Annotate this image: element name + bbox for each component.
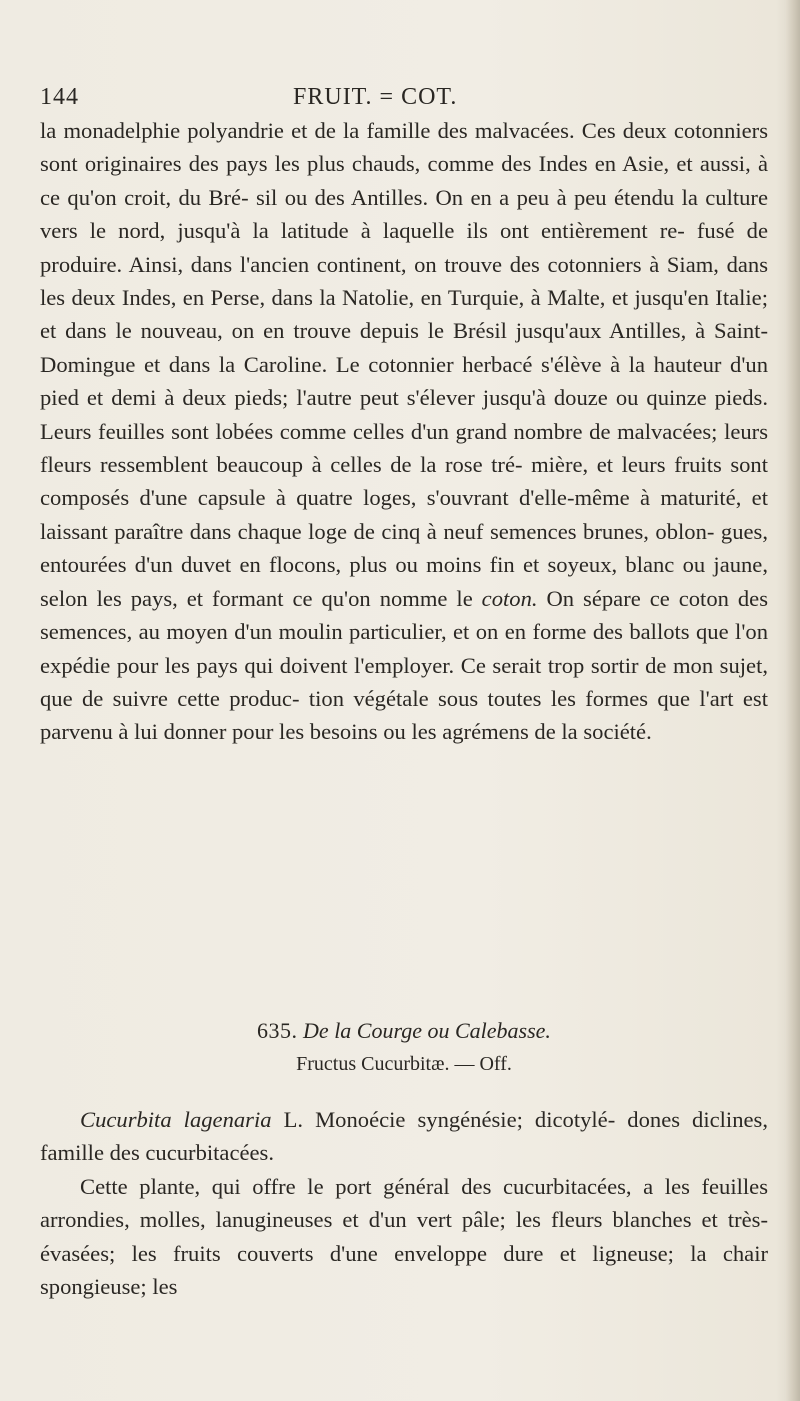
- paragraph-1-text: [40, 114, 768, 749]
- text-line: On sépare ce coton des semences, au: [40, 585, 768, 645]
- section-heading: [40, 1018, 768, 1044]
- text-line: le nord, jusqu'à la latitude à laquelle ils ont entièrement re-: [89, 218, 697, 244]
- page-header: [40, 84, 770, 118]
- italic-term: coton.: [481, 585, 538, 611]
- running-head: FRUIT. = COT.: [293, 84, 458, 110]
- text-line: comme des Indes en Asie, et aussi, à ce qu'on croit, du Bré-: [40, 151, 768, 210]
- text-line: tion végétale sous toutes les formes que l'art est parvenu à: [40, 685, 768, 745]
- classification-text: L. Monoécie syngénésie; dicotylé-: [271, 1107, 616, 1132]
- text-line: la Natolie, en Turquie, à Malte, et jusqu'en Italie; et dans le: [40, 285, 768, 344]
- body-paragraph-1: [40, 114, 768, 749]
- text-line: moyen d'un moulin particulier, et on en forme des ballots: [159, 619, 690, 645]
- text-line: peut s'élever jusqu'à douze ou quinze pieds. Leurs feuilles: [40, 385, 768, 444]
- text-line: mière, et leurs fruits sont composés d'une capsule à quatre: [40, 452, 768, 511]
- page-edge-shadow: [786, 0, 800, 1401]
- section-number: 635.: [257, 1018, 298, 1043]
- page-number: 144: [40, 84, 79, 110]
- section-subtitle: Fructus Cucurbitæ. — Off.: [296, 1053, 512, 1075]
- description-text: [40, 1170, 768, 1304]
- classification-text-2: dones diclines, famille des cucurbitacées.: [40, 1107, 768, 1166]
- text-line: serait trop sortir de mon sujet, que de suivre cette produc-: [40, 652, 769, 711]
- text-line: Ces deux cotonniers sont originaires des pays les plus chauds,: [40, 118, 768, 177]
- text-line: d'une enveloppe dure et ligneuse; la chair spongieuse; les: [40, 1240, 768, 1300]
- text-line: des cotonniers à Siam, dans les deux Indes, en Perse, dans: [40, 251, 768, 311]
- text-line: loges, s'ouvrant d'elle-même à maturité, et laissant paraître: [40, 485, 768, 544]
- text-line: leurs fleurs ressemblent beaucoup à celles de la rose tré-: [40, 418, 768, 478]
- text-line: lui donner pour les besoins ou les agrémens de la société.: [128, 719, 652, 745]
- text-line: Cette plante, qui offre le port général des cucurbitacées,: [80, 1173, 632, 1199]
- text-line: dans chaque loge de cinq à neuf semences brunes, oblon-: [189, 518, 721, 544]
- text-line: que l'on expédie pour les pays qui doivent l'employer. Ce: [40, 619, 768, 678]
- text-line: sil ou des Antilles. On en a peu à peu étendu la culture vers: [40, 184, 768, 244]
- text-line: nouveau, on en trouve depuis le Brésil jusqu'aux Antilles, à: [140, 318, 715, 344]
- text-line: sont lobées comme celles d'un grand nombre de malvacées;: [171, 418, 725, 444]
- text-line: nomme le: [379, 585, 482, 611]
- text-line: fusé de produire. Ainsi, dans l'ancien continent, on trouve: [40, 218, 768, 277]
- text-line: la monadelphie polyandrie et de la famille des malvacées.: [40, 118, 582, 143]
- body-paragraph-2: [40, 1103, 768, 1303]
- section-title: De la Courge ou Calebasse.: [303, 1018, 551, 1043]
- text-line: s'élève à la hauteur d'un pied et demi à deux pieds; l'autre: [40, 351, 768, 411]
- species-name: Cucurbita lagenaria: [80, 1107, 272, 1132]
- text-line: Saint-Domingue et dans la Caroline. Le cotonnier herbacé: [40, 318, 768, 377]
- text-line: soyeux, blanc ou jaune, selon les pays, et formant ce qu'on: [40, 552, 768, 611]
- text-line: a les feuilles arrondies, molles, lanugineuses et d'un vert: [40, 1173, 768, 1233]
- text-line: pâle; les fleurs blanches et très-évasées; les fruits couverts: [40, 1207, 769, 1266]
- text-line: gues, entourées d'un duvet en flocons, plus ou moins fin et: [40, 518, 768, 578]
- botanical-line: [40, 1103, 768, 1170]
